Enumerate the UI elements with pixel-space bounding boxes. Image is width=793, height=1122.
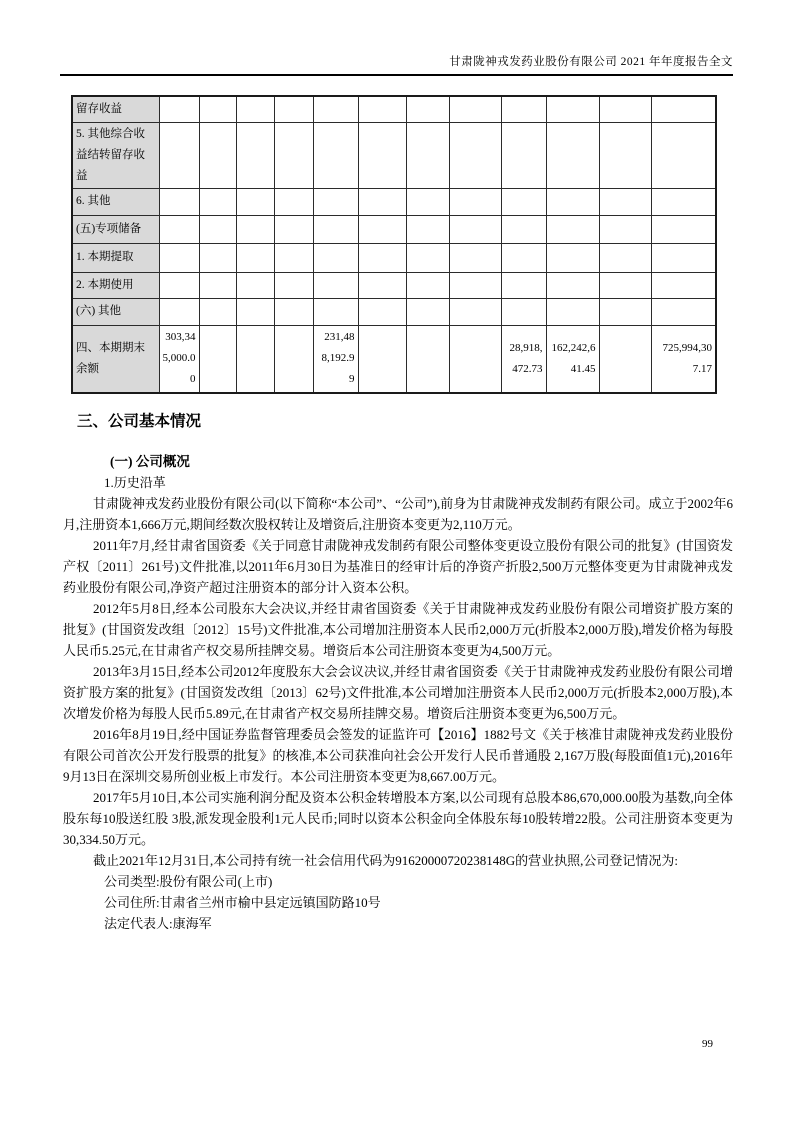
value-cell [449, 188, 501, 215]
legal-representative-line: 法定代表人:康海军 [104, 916, 212, 931]
value-cell [599, 243, 651, 272]
table-row [72, 188, 716, 215]
value-cell [651, 298, 716, 325]
value-cell [406, 188, 449, 215]
value-cell [501, 96, 546, 122]
value-cell [159, 122, 199, 188]
subsection-heading-company-profile: (一) 公司概况 [110, 454, 190, 469]
value-cell [501, 272, 546, 298]
table-row [72, 272, 716, 298]
company-address-line: 公司住所:甘肃省兰州市榆中县定远镇国防路10号 [104, 895, 381, 910]
value-cell [274, 122, 313, 188]
value-cell [651, 272, 716, 298]
value-cell [406, 272, 449, 298]
value-cell [449, 298, 501, 325]
value-cell [236, 188, 274, 215]
row-label-cell: 2. 本期使用 [72, 272, 159, 298]
paragraph-2011-restructure: 2011年7月,经甘肃省国资委《关于同意甘肃陇神戎发制药有限公司整体变更设立股份有限公司的批复》(甘国资发产权〔2011〕261号)文件批准,以2011年6月30日为基准日的经审计后的净资产折股2,500万元整体变更为甘肃陇神戎发药业股份有限公司,净资产超过注册资本的部分计入资本公积。 [63, 538, 733, 595]
report-header-title: 甘肃陇神戎发药业股份有限公司 2021 年年度报告全文 [449, 56, 733, 68]
row-label-cell: 5. 其他综合收益结转留存收益 [72, 122, 159, 188]
value-cell [599, 188, 651, 215]
value-cell [199, 272, 236, 298]
value-cell: 162,242,641.45 [546, 325, 599, 393]
value-cell [199, 215, 236, 243]
paragraph-2012-capital-increase: 2012年5月8日,经本公司股东大会决议,并经甘肃省国资委《关于甘肃陇神戎发药业股份有限公司增资扩股方案的批复》(甘国资发改组〔2012〕15号)文件批准,本公司增加注册资本人民币2,000万元(折股本2,000万股),增发价格为每股人民币5.25元,在甘肃省产权交易所挂牌交易。增资后本公司注册资本变更为4,500万元。 [63, 601, 733, 658]
value-cell [274, 272, 313, 298]
value-cell [159, 215, 199, 243]
section-heading: 三、公司基本情况 [77, 413, 202, 430]
value-cell: 231,488,192.99 [313, 325, 358, 393]
value-cell [406, 215, 449, 243]
value-cell [406, 325, 449, 393]
value-cell [236, 325, 274, 393]
paragraph-2017-distribution: 2017年5月10日,本公司实施利润分配及资本公积金转增股本方案,以公司现有总股本86,670,000.00股为基数,向全体股东每10股送红股 3股,派发现金股利1元人民币;同时以资本公积金向全体股东每10股转增22股。公司注册资本变更为30,334.50万元。 [63, 790, 733, 847]
value-cell [236, 215, 274, 243]
value-cell [313, 272, 358, 298]
value-cell [274, 188, 313, 215]
value-cell [358, 325, 406, 393]
header-divider [60, 74, 733, 76]
value-cell [449, 215, 501, 243]
value-cell [199, 188, 236, 215]
page-number: 99 [702, 1038, 713, 1050]
value-cell [546, 243, 599, 272]
value-cell [313, 243, 358, 272]
value-cell [449, 243, 501, 272]
value-cell [599, 272, 651, 298]
row-label-cell: (六) 其他 [72, 298, 159, 325]
table-row [72, 325, 716, 393]
table-row [72, 122, 716, 188]
paragraph-company-origin: 甘肃陇神戎发药业股份有限公司(以下简称“本公司”、“公司”),前身为甘肃陇神戎发制药有限公司。成立于2002年6月,注册资本1,666万元,期间经数次股权转让及增资后,注册资本变更为2,110万元。 [63, 496, 733, 532]
value-cell [358, 298, 406, 325]
value-cell [199, 325, 236, 393]
paragraph-2013-capital-increase: 2013年3月15日,经本公司2012年度股东大会会议决议,并经甘肃省国资委《关于甘肃陇神戎发药业股份有限公司增资扩股方案的批复》(甘国资发改组〔2013〕62号)文件批准,本公司增加注册资本人民币2,000万元(折股本2,000万股),本次增发价格为每股人民币5.89元,在甘肃省产权交易所挂牌交易。增资后注册资本变更为6,500万元。 [63, 664, 733, 721]
value-cell [313, 215, 358, 243]
company-type-line: 公司类型:股份有限公司(上市) [104, 874, 273, 889]
value-cell [599, 96, 651, 122]
value-cell [358, 272, 406, 298]
table-row [72, 243, 716, 272]
value-cell [406, 298, 449, 325]
table-row [72, 96, 716, 122]
value-cell [546, 215, 599, 243]
value-cell [313, 298, 358, 325]
value-cell [599, 122, 651, 188]
value-cell [199, 96, 236, 122]
section-company-basic-info [63, 410, 733, 934]
row-label-cell: 1. 本期提取 [72, 243, 159, 272]
value-cell [501, 122, 546, 188]
value-cell [159, 188, 199, 215]
value-cell [159, 272, 199, 298]
value-cell [159, 243, 199, 272]
value-cell [358, 215, 406, 243]
value-cell [501, 298, 546, 325]
value-cell [546, 122, 599, 188]
table-row [72, 215, 716, 243]
value-cell [651, 122, 716, 188]
value-cell: 303,345,000.00 [159, 325, 199, 393]
value-cell [546, 272, 599, 298]
value-cell [274, 298, 313, 325]
value-cell [406, 122, 449, 188]
value-cell [651, 243, 716, 272]
value-cell [406, 243, 449, 272]
equity-change-table [71, 95, 717, 394]
value-cell [236, 272, 274, 298]
value-cell [651, 96, 716, 122]
value-cell [358, 122, 406, 188]
value-cell [274, 96, 313, 122]
row-label-cell: 四、本期期末余额 [72, 325, 159, 393]
value-cell [236, 298, 274, 325]
value-cell [358, 243, 406, 272]
value-cell [449, 272, 501, 298]
value-cell [501, 243, 546, 272]
table-row [72, 298, 716, 325]
value-cell [546, 298, 599, 325]
value-cell [651, 188, 716, 215]
value-cell [236, 96, 274, 122]
value-cell [159, 298, 199, 325]
value-cell: 28,918,472.73 [501, 325, 546, 393]
value-cell [501, 215, 546, 243]
value-cell [599, 298, 651, 325]
row-label-cell: (五)专项储备 [72, 215, 159, 243]
row-label-cell: 6. 其他 [72, 188, 159, 215]
value-cell [274, 243, 313, 272]
value-cell: 725,994,307.17 [651, 325, 716, 393]
value-cell [358, 96, 406, 122]
value-cell [274, 215, 313, 243]
value-cell [501, 188, 546, 215]
value-cell [599, 325, 651, 393]
value-cell [274, 325, 313, 393]
value-cell [313, 188, 358, 215]
value-cell [449, 96, 501, 122]
value-cell [449, 325, 501, 393]
value-cell [236, 243, 274, 272]
value-cell [199, 243, 236, 272]
value-cell [159, 96, 199, 122]
value-cell [599, 215, 651, 243]
value-cell [358, 188, 406, 215]
value-cell [199, 122, 236, 188]
row-label-cell: 留存收益 [72, 96, 159, 122]
history-heading: 1.历史沿革 [104, 475, 166, 490]
value-cell [651, 215, 716, 243]
paragraph-2021-license: 截止2021年12月31日,本公司持有统一社会信用代码为91620000720238148G的营业执照,公司登记情况为: [93, 853, 679, 868]
paragraph-2016-ipo: 2016年8月19日,经中国证券监督管理委员会签发的证监许可【2016】1882号文《关于核准甘肃陇神戎发药业股份有限公司首次公开发行股票的批复》的核准,本公司获准向社会公开发行人民币普通股 2,167万股(每股面值1元),2016年9月13日在深圳交易所创业板上市发行。本公司注册资本变更为8,667.00万元。 [63, 727, 733, 784]
value-cell [546, 96, 599, 122]
value-cell [546, 188, 599, 215]
value-cell [406, 96, 449, 122]
value-cell [313, 96, 358, 122]
value-cell [313, 122, 358, 188]
value-cell [236, 122, 274, 188]
value-cell [199, 298, 236, 325]
value-cell [449, 122, 501, 188]
